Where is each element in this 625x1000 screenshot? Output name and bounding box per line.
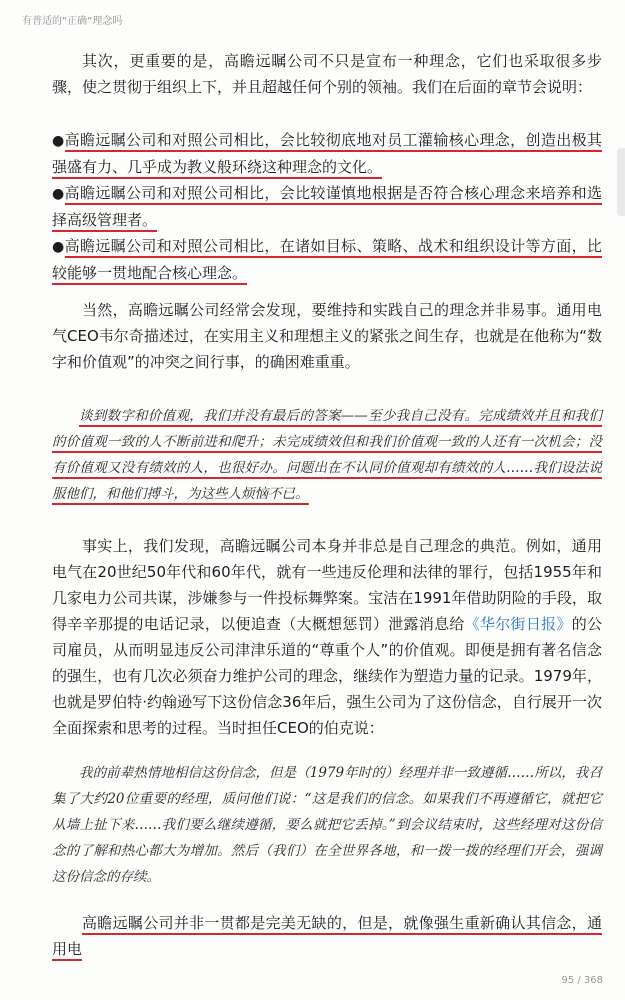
bullet-item [52, 127, 602, 180]
quote-welch [52, 403, 602, 507]
paragraph-3 [52, 533, 602, 741]
paragraph-4-text: 高瞻远瞩公司并非一贯都是完美无缺的，但是，就像强生重新确认其信念，通用电 [52, 914, 602, 961]
quote-welch-text: 谈到数字和价值观，我们并没有最后的答案——至少我自己没有。完成绩效并且和我们的价值观一致的人不断前进和爬升；未完成绩效但和我们价值观一致的人还有一次机会；没有价值观又没有绩效的人，也很好办。问题出在不认同价值观却有绩效的人……我们设法说服他们，和他们搏斗，为这些人烦恼不已。 [52, 408, 602, 505]
bullet-item [52, 180, 602, 233]
paragraph-3-text-a: 事实上，我们发现，高瞻远瞩公司本身并非总是自己理念的典范。例如，通用电气在20世纪50年代和60年代，就有一些违反伦理和法律的罪行，包括1955年和几家电力公司共谋，涉嫌参与一件投标舞弊案。宝洁在1991年借助阴险的手段，取得辛辛那提的电话记录，以便追查（大概想惩罚）泄露消息给 [52, 537, 602, 633]
quote-burke: 我的前辈热情地相信这份信念，但是（1979年时的）经理并非一致遵循……所以，我召集了大约20位重要的经理，质问他们说：“这是我们的信念。如果我们不再遵循它，就把它从墙上扯下来……我们要么继续遵循，要么就把它丢掉。”到会议结束时，这些经理对这份信念的了解和热心都大为增加。然后（我们）在全世界各地，和一拨一拨的经理们开会，强调这份信念的存续。 [52, 765, 602, 885]
scrollbar-handle[interactable] [617, 148, 625, 216]
bullet-icon: ● [52, 239, 65, 255]
bullet-text: 高瞻远瞩公司和对照公司相比，在诸如目标、策略、战术和组织设计等方面，比较能够一贯地配合核心理念。 [52, 237, 602, 285]
paragraph-1: 其次，更重要的是，高瞻远瞩公司不只是宣布一种理念，它们也采取很多步骤，使之贯彻于组织上下，并且超越任何个别的领袖。我们在后面的章节会说明： [52, 52, 602, 96]
bullet-text: 高瞻远瞩公司和对照公司相比，会比较彻底地对员工灌输核心理念，创造出极其强盛有力、几乎成为教义般环绕这种理念的文化。 [52, 131, 602, 179]
wsj-link[interactable]: 《华尔街日报》 [464, 615, 572, 633]
page-number: 95 / 368 [561, 975, 603, 986]
bullet-item [52, 233, 602, 286]
paragraph-2: 当然，高瞻远瞩公司经常会发现，要维持和实践自己的理念并非易事。通用电气CEO韦尔奇描述过，在实用主义和理想主义的紧张之间生存，也就是在他称为“数字和价值观”的冲突之间行事，的确困难重重。 [52, 301, 602, 371]
bullet-icon: ● [52, 133, 65, 149]
bullet-icon: ● [52, 186, 65, 202]
bullet-list [52, 127, 602, 286]
paragraph-3-text-b: 的公司雇员，从而明显违反公司津津乐道的“尊重个人”的价值观。即便是拥有著名信念的强生，也有几次必须奋力维护公司的理念，继续作为塑造力量的记录。1979年，也就是罗伯特·约翰逊写下这份信念36年后，强生公司为了这份信念，自行展开一次全面探索和思考的过程。当时担任CEO的伯克说： [52, 615, 602, 737]
paragraph-4 [52, 910, 602, 962]
bullet-text: 高瞻远瞩公司和对照公司相比，会比较谨慎地根据是否符合核心理念来培养和选择高级管理者。 [52, 184, 602, 232]
chapter-title-header: 有普适的“正确”理念吗 [22, 16, 123, 27]
